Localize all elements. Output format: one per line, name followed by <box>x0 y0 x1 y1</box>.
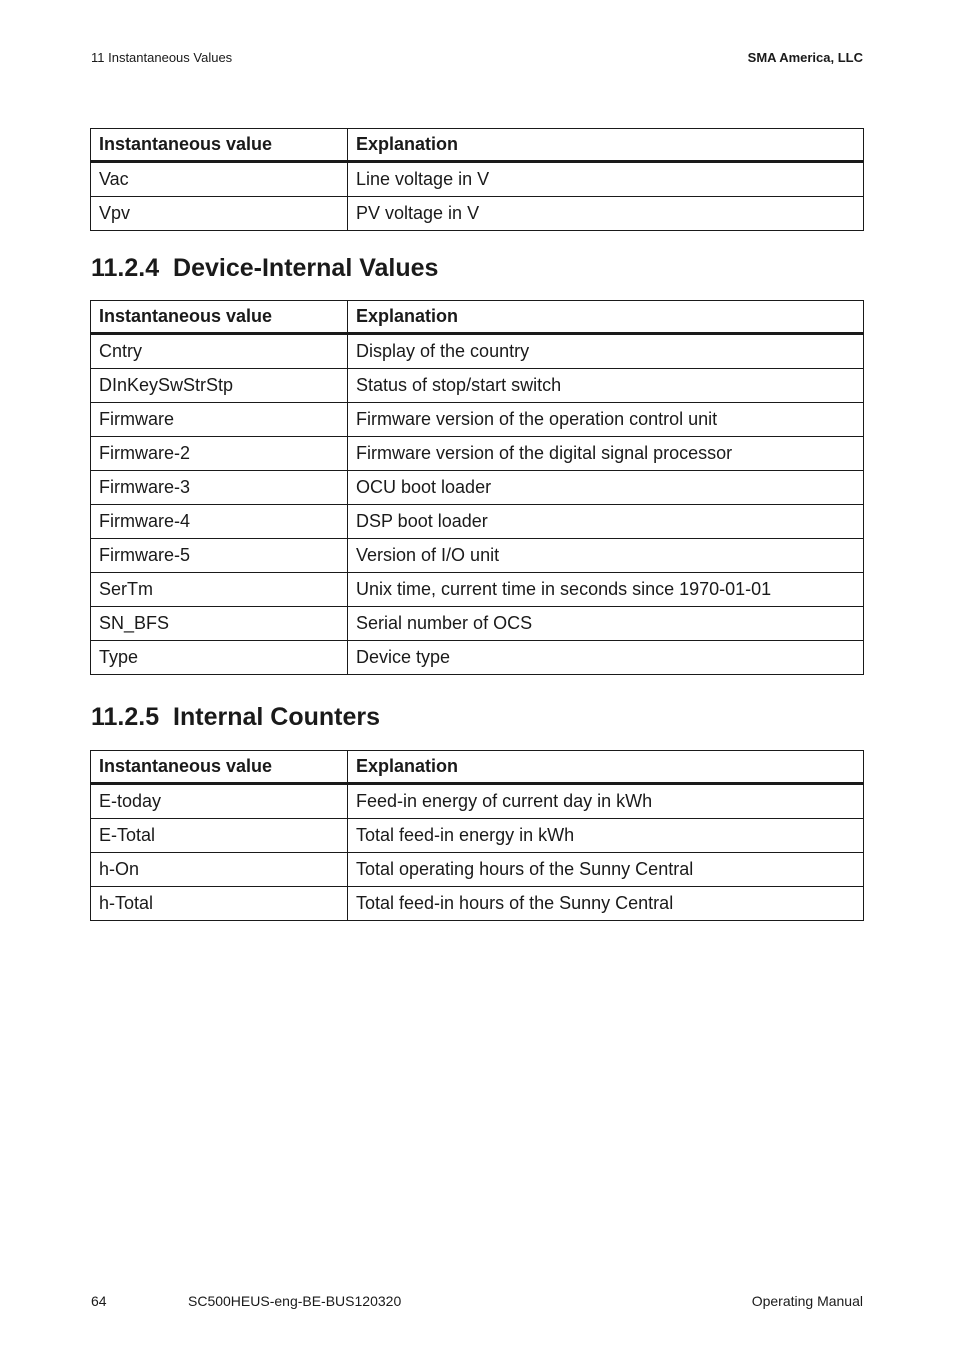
section-title: Device-Internal Values <box>173 254 439 282</box>
table-row <box>91 573 864 607</box>
column-header-value: Instantaneous value <box>91 301 348 334</box>
section-heading-internal-counters <box>91 703 380 732</box>
page-number: 64 <box>91 1293 107 1309</box>
cell-explanation: Device type <box>348 641 864 675</box>
cell-value-name: Vac <box>91 162 348 197</box>
cell-explanation: Feed-in energy of current day in kWh <box>348 784 864 819</box>
section-heading-device-internal-values <box>91 254 438 283</box>
section-number: 11.2.5 <box>91 703 160 731</box>
table-row <box>91 437 864 471</box>
cell-explanation: Line voltage in V <box>348 162 864 197</box>
cell-explanation: Serial number of OCS <box>348 607 864 641</box>
table-row <box>91 887 864 921</box>
table-header-row <box>91 129 864 162</box>
table-row <box>91 197 864 231</box>
cell-explanation: Unix time, current time in seconds since 1970-01-01 <box>348 573 864 607</box>
cell-explanation: DSP boot loader <box>348 505 864 539</box>
values-table-top <box>90 128 864 231</box>
cell-value-name: Firmware-5 <box>91 539 348 573</box>
table-row <box>91 853 864 887</box>
table-row <box>91 369 864 403</box>
cell-value-name: E-Total <box>91 819 348 853</box>
cell-explanation: PV voltage in V <box>348 197 864 231</box>
company-header: SMA America, LLC <box>747 50 863 65</box>
cell-explanation: OCU boot loader <box>348 471 864 505</box>
cell-value-name: E-today <box>91 784 348 819</box>
cell-value-name: Firmware-2 <box>91 437 348 471</box>
document-type: Operating Manual <box>751 1293 863 1309</box>
cell-value-name: h-Total <box>91 887 348 921</box>
cell-explanation: Firmware version of the operation control unit <box>348 403 864 437</box>
cell-explanation: Firmware version of the digital signal processor <box>348 437 864 471</box>
cell-value-name: Cntry <box>91 334 348 369</box>
column-header-explanation: Explanation <box>348 751 864 784</box>
table-row <box>91 539 864 573</box>
table-row <box>91 819 864 853</box>
cell-explanation: Version of I/O unit <box>348 539 864 573</box>
cell-value-name: Firmware <box>91 403 348 437</box>
table-row <box>91 471 864 505</box>
cell-value-name: h-On <box>91 853 348 887</box>
cell-explanation: Total feed-in energy in kWh <box>348 819 864 853</box>
table-row <box>91 784 864 819</box>
cell-value-name: Firmware-4 <box>91 505 348 539</box>
column-header-value: Instantaneous value <box>91 751 348 784</box>
table-header-row <box>91 301 864 334</box>
section-title: Internal Counters <box>173 703 381 731</box>
table-row <box>91 403 864 437</box>
cell-value-name: Vpv <box>91 197 348 231</box>
cell-explanation: Total feed-in hours of the Sunny Central <box>348 887 864 921</box>
cell-explanation: Total operating hours of the Sunny Central <box>348 853 864 887</box>
table-header-row <box>91 751 864 784</box>
document-id: SC500HEUS-eng-BE-BUS120320 <box>188 1293 402 1309</box>
table-row <box>91 334 864 369</box>
table-row <box>91 505 864 539</box>
table-row <box>91 162 864 197</box>
section-number: 11.2.4 <box>91 254 160 282</box>
chapter-header: 11 Instantaneous Values <box>91 50 233 65</box>
device-internal-values-table <box>90 300 864 675</box>
cell-value-name: SN_BFS <box>91 607 348 641</box>
cell-value-name: Firmware-3 <box>91 471 348 505</box>
column-header-explanation: Explanation <box>348 301 864 334</box>
column-header-explanation: Explanation <box>348 129 864 162</box>
cell-value-name: Type <box>91 641 348 675</box>
cell-value-name: SerTm <box>91 573 348 607</box>
internal-counters-table <box>90 750 864 921</box>
cell-explanation: Display of the country <box>348 334 864 369</box>
table-row <box>91 641 864 675</box>
table-row <box>91 607 864 641</box>
column-header-value: Instantaneous value <box>91 129 348 162</box>
cell-value-name: DInKeySwStrStp <box>91 369 348 403</box>
cell-explanation: Status of stop/start switch <box>348 369 864 403</box>
